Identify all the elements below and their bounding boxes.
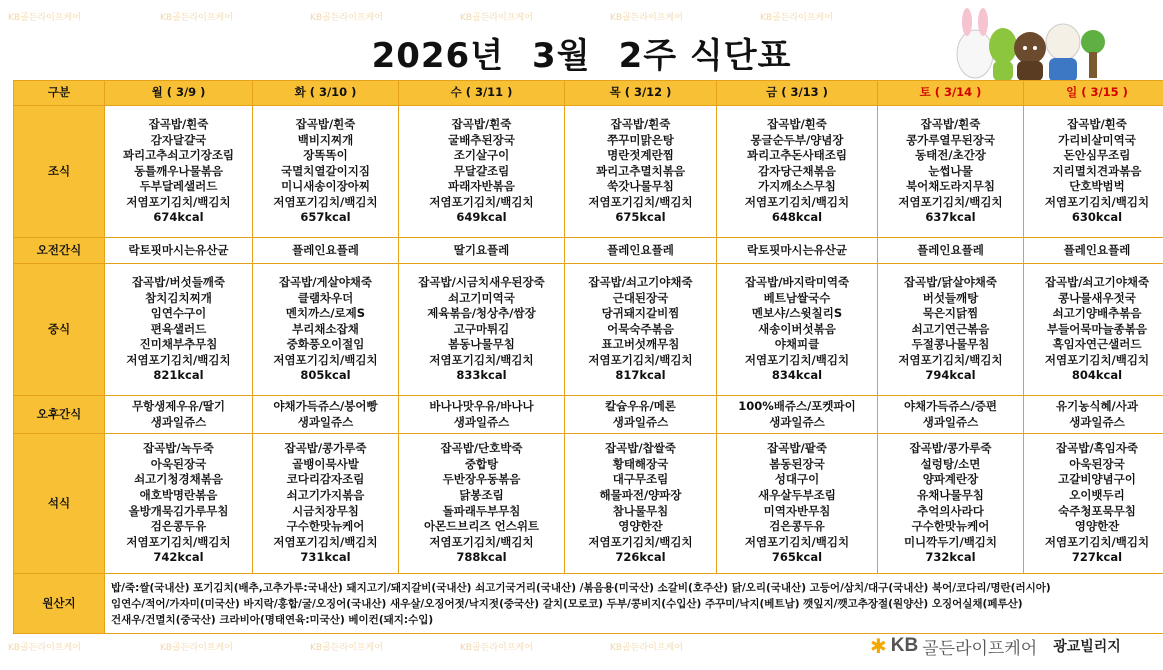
menu-item: 애호박명란볶음 — [139, 487, 218, 502]
menu-item: 675kcal — [615, 210, 666, 225]
menu-cell — [399, 106, 565, 238]
menu-item: 쇠고기연근볶음 — [911, 321, 990, 336]
watermark-text: KB골든라이프케어 — [460, 643, 533, 653]
menu-item: 황태해장국 — [612, 456, 669, 471]
menu-item: 저염포기김치/백김치 — [126, 194, 231, 209]
menu-item: 플레인요플레 — [292, 242, 359, 257]
menu-item: 새송이버섯볶음 — [758, 321, 836, 336]
menu-item: 설렁탕/소면 — [920, 456, 981, 471]
menu-item: 742kcal — [153, 550, 204, 565]
menu-item: 794kcal — [925, 368, 976, 383]
menu-item: 잡곡밥/녹두죽 — [143, 441, 214, 456]
menu-cell — [1024, 264, 1163, 396]
menu-item: 근대된장국 — [612, 290, 669, 305]
menu-item: 두절콩나물무침 — [911, 337, 990, 352]
menu-cell — [105, 396, 253, 434]
menu-item: 딸기요플레 — [453, 242, 510, 257]
menu-item: 저염포기김치/백김치 — [744, 352, 850, 367]
menu-item: 잡곡밥/팥죽 — [767, 441, 827, 456]
origin-line: 밥/죽:쌀(국내산) 포기김치(배추,고추가루:국내산) 돼지고기/돼지갈비(국내산) 쇠고기국거리(국내산) /볶음용(미국산) 소갈비(호주산) 닭/오리(국내산) 고등어/삼치/대구(국내산) 북어/코다리/명란(러시아) — [111, 581, 1051, 594]
menu-cell — [399, 264, 565, 396]
menu-cell — [1024, 238, 1163, 264]
menu-item: 쇠고기미역국 — [448, 290, 515, 305]
menu-item: 두반장우동볶음 — [442, 472, 521, 487]
menu-item: 플레인요플레 — [1063, 242, 1131, 257]
menu-item: 대구무조림 — [612, 472, 669, 487]
meal-label: 조식 — [14, 106, 105, 238]
menu-item: 100%배쥬스/포켓파이 — [738, 398, 856, 413]
menu-item: 동틀깨우나물볶음 — [134, 163, 223, 178]
menu-item: 고구마튀김 — [453, 321, 510, 336]
menu-item: 821kcal — [153, 368, 204, 383]
origin-text — [105, 574, 1163, 634]
menu-item: 검은콩두유 — [769, 519, 825, 534]
menu-item: 834kcal — [771, 368, 823, 383]
menu-item: 콩가루열무된장국 — [906, 132, 995, 147]
header-label: 구분 — [14, 81, 105, 106]
menu-item: 꽈리고추돈사태조림 — [747, 148, 847, 163]
menu-cell — [399, 396, 565, 434]
menu-item: 잡곡밥/흑임자죽 — [1056, 441, 1138, 456]
menu-item: 동태전/초간장 — [915, 148, 986, 163]
meal-label: 중식 — [14, 264, 105, 396]
menu-item: 야채가득쥬스/붕어빵 — [273, 398, 378, 413]
menu-item: 저염포기김치/백김치 — [1044, 534, 1150, 549]
menu-item: 저염포기김치/백김치 — [126, 352, 231, 367]
menu-cell — [1024, 106, 1163, 238]
menu-item: 눈썹나물 — [928, 163, 973, 178]
menu-item: 장똑똑이 — [303, 148, 348, 163]
menu-cell — [105, 106, 253, 238]
menu-item: 참나물무침 — [612, 503, 669, 518]
menu-item: 저염포기김치/백김치 — [126, 534, 231, 549]
menu-item: 저염포기김치/백김치 — [898, 352, 1003, 367]
menu-cell — [565, 106, 717, 238]
menu-item: 저염포기김치/백김치 — [429, 194, 534, 209]
menu-item: 봄동나물무침 — [448, 337, 515, 352]
menu-cell — [105, 264, 253, 396]
menu-item: 굴배추된장국 — [448, 132, 515, 147]
menu-cell — [253, 238, 399, 264]
menu-item: 804kcal — [1071, 368, 1123, 383]
menu-item: 630kcal — [1071, 210, 1123, 225]
watermark-text: KB골든라이프케어 — [160, 13, 233, 23]
menu-item: 657kcal — [300, 210, 351, 225]
menu-item: 두부달레샐러드 — [139, 179, 218, 194]
menu-item: 새우살두부조림 — [758, 487, 836, 502]
header-row — [14, 81, 1163, 106]
menu-item: 저염포기김치/백김치 — [1044, 352, 1150, 367]
menu-row — [14, 238, 1163, 264]
menu-item: 저염포기김치/백김치 — [273, 534, 378, 549]
brand-kb: KB — [890, 635, 919, 656]
menu-item: 미니깍두기/백김치 — [903, 534, 998, 549]
menu-item: 흑임자연근샐러드 — [1052, 337, 1142, 352]
menu-item: 유채나물무침 — [917, 487, 984, 502]
header-day-sun: 일 ( 3/15 ) — [1024, 81, 1163, 106]
menu-item: 가리비살미역국 — [1058, 132, 1136, 147]
menu-item: 저염포기김치/백김치 — [429, 352, 534, 367]
menu-item: 추억의사라다 — [917, 503, 984, 518]
meal-label: 석식 — [14, 434, 105, 574]
menu-item: 시금치장무침 — [292, 503, 359, 518]
menu-item: 닭봉조림 — [459, 487, 504, 502]
menu-item: 아욱된장국 — [150, 456, 207, 471]
menu-cell — [717, 106, 878, 238]
menu-item: 편육샐러드 — [150, 321, 207, 336]
menu-item: 649kcal — [456, 210, 507, 225]
menu-item: 쭈꾸미맑은탕 — [607, 132, 674, 147]
menu-item: 멘치까스/로제S — [285, 306, 366, 321]
watermark-text: KB골든라이프케어 — [8, 643, 81, 653]
menu-item: 잡곡밥/흰죽 — [295, 116, 356, 131]
menu-item: 해물파전/양파장 — [599, 487, 682, 502]
menu-item: 부리채소잡채 — [292, 321, 359, 336]
menu-item: 저염포기김치/백김치 — [588, 534, 693, 549]
menu-item: 생과일쥬스 — [922, 414, 979, 429]
menu-item: 임연수구이 — [150, 306, 207, 321]
menu-cell — [717, 434, 878, 574]
brand-name: 골든라이프케어 — [922, 638, 1038, 658]
menu-item: 저염포기김치/백김치 — [1044, 194, 1150, 209]
menu-item: 잡곡밥/흰죽 — [148, 116, 209, 131]
menu-item: 잡곡밥/흰죽 — [767, 116, 827, 131]
menu-item: 잡곡밥/쇠고기야채죽 — [1044, 274, 1150, 289]
menu-item: 잡곡밥/흰죽 — [451, 116, 512, 131]
menu-item: 쇠고기양배추볶음 — [1052, 306, 1142, 321]
menu-item: 파래자반볶음 — [448, 179, 515, 194]
menu-item: 락토핏마시는유산균 — [747, 242, 847, 257]
menu-item: 저염포기김치/백김치 — [588, 352, 693, 367]
header-day-tue: 화 ( 3/10 ) — [253, 81, 399, 106]
header-day-fri: 금 ( 3/13 ) — [717, 81, 878, 106]
menu-item: 805kcal — [300, 368, 351, 383]
footer-logo — [870, 633, 1121, 659]
origin-line: 건새우/건멸치(중국산) 크라비아(명태연육:미국산) 베이컨(돼지:수입) — [111, 613, 434, 626]
menu-item: 야채가득쥬스/증편 — [903, 398, 998, 413]
menu-item: 올방개묵김가루무침 — [128, 503, 229, 518]
menu-item: 표고버섯깨무침 — [601, 337, 680, 352]
menu-item: 야채피클 — [774, 337, 820, 352]
menu-item: 양파계란장 — [922, 472, 979, 487]
watermark-text: KB골든라이프케어 — [310, 13, 383, 23]
menu-item: 아욱된장국 — [1069, 456, 1125, 471]
menu-item: 칼슘우유/메론 — [605, 398, 676, 413]
meal-label: 오전간식 — [14, 238, 105, 264]
menu-item: 몽글순두부/양념장 — [750, 132, 844, 147]
menu-item: 꽈리고추멸치볶음 — [596, 163, 685, 178]
menu-item: 중합탕 — [464, 456, 499, 471]
menu-cell — [253, 264, 399, 396]
menu-cell — [399, 238, 565, 264]
menu-item: 잡곡밥/흰죽 — [1067, 116, 1127, 131]
menu-item: 꽈리고추쇠고기장조림 — [122, 148, 235, 163]
header-day-sat: 토 ( 3/14 ) — [878, 81, 1024, 106]
menu-item: 바나나맛우유/바나나 — [429, 398, 534, 413]
menu-item: 베트남쌀국수 — [763, 290, 831, 305]
menu-item: 성대구이 — [774, 472, 820, 487]
menu-cell — [565, 238, 717, 264]
menu-item: 멘보샤/스윗칠리S — [751, 306, 843, 321]
menu-item: 저염포기김치/백김치 — [898, 194, 1003, 209]
menu-item: 생과일쥬스 — [769, 414, 825, 429]
menu-item: 돌파래두부무침 — [442, 503, 521, 518]
menu-item: 무달걀조림 — [453, 163, 510, 178]
menu-item: 단호박범벅 — [1069, 179, 1125, 194]
menu-cell — [565, 434, 717, 574]
menu-item: 봄동된장국 — [769, 456, 825, 471]
menu-item: 생과일쥬스 — [297, 414, 354, 429]
menu-item: 버섯들깨탕 — [922, 290, 979, 305]
menu-item: 미니새송이장아찌 — [281, 179, 370, 194]
menu-item: 잡곡밥/콩가루죽 — [284, 441, 367, 456]
menu-item: 묵은지닭찜 — [922, 306, 979, 321]
meal-label: 오후간식 — [14, 396, 105, 434]
title-week: 2주 식단표 — [618, 36, 792, 76]
menu-item: 817kcal — [615, 368, 666, 383]
menu-item: 637kcal — [925, 210, 976, 225]
menu-item: 오이뱃두리 — [1069, 487, 1125, 502]
menu-item: 중화풍오이절임 — [286, 337, 365, 352]
menu-item: 잡곡밥/시금치새우된장죽 — [418, 274, 545, 289]
menu-item: 콩나물새우젓국 — [1058, 290, 1136, 305]
menu-item: 731kcal — [300, 550, 351, 565]
menu-item: 저염포기김치/백김치 — [744, 534, 850, 549]
menu-item: 조기살구이 — [453, 148, 510, 163]
menu-row — [14, 106, 1163, 238]
watermark-text: KB골든라이프케어 — [8, 13, 81, 23]
menu-item: 제육볶음/청상추/쌈장 — [427, 306, 536, 321]
menu-item: 저염포기김치/백김치 — [273, 194, 378, 209]
menu-item: 674kcal — [153, 210, 204, 225]
menu-cell — [1024, 396, 1163, 434]
menu-item: 648kcal — [771, 210, 823, 225]
menu-item: 돈안심무조림 — [1063, 148, 1131, 163]
menu-row — [14, 396, 1163, 434]
menu-item: 생과일쥬스 — [612, 414, 669, 429]
menu-cell — [565, 264, 717, 396]
header-day-mon: 월 ( 3/9 ) — [105, 81, 253, 106]
watermark-text: KB골든라이프케어 — [610, 643, 683, 653]
menu-item: 명란젓계란찜 — [607, 148, 674, 163]
menu-item: 진미채부추무침 — [139, 337, 218, 352]
menu-item: 잡곡밥/닭살야채죽 — [903, 274, 998, 289]
menu-item: 구수한맛뉴케어 — [286, 519, 365, 534]
title-year: 2026년 — [371, 36, 505, 76]
menu-item: 잡곡밥/콩가루죽 — [909, 441, 992, 456]
menu-item: 코다리감자조림 — [286, 472, 365, 487]
menu-item: 잡곡밥/흰죽 — [610, 116, 671, 131]
menu-item: 732kcal — [925, 550, 976, 565]
menu-cell — [878, 396, 1024, 434]
watermark-text: KB골든라이프케어 — [310, 643, 383, 653]
menu-cell — [717, 396, 878, 434]
menu-item: 788kcal — [456, 550, 507, 565]
menu-item: 구수한맛뉴케어 — [911, 519, 990, 534]
menu-row — [14, 264, 1163, 396]
kb-star-icon: ✱ — [870, 635, 887, 658]
menu-item: 저염포기김치/백김치 — [588, 194, 693, 209]
menu-cell — [253, 106, 399, 238]
menu-item: 아몬드브리즈 언스위트 — [423, 519, 540, 534]
menu-item: 무항생제우유/딸기 — [131, 398, 226, 413]
menu-cell — [1024, 434, 1163, 574]
watermark-text: KB골든라이프케어 — [160, 643, 233, 653]
menu-item: 락토핏마시는유산균 — [128, 242, 229, 257]
menu-cell — [253, 434, 399, 574]
menu-item: 저염포기김치/백김치 — [744, 194, 850, 209]
header-day-wed: 수 ( 3/11 ) — [399, 81, 565, 106]
origin-label: 원산지 — [14, 574, 105, 634]
menu-item: 잡곡밥/바지락미역죽 — [744, 274, 850, 289]
watermark-text: KB골든라이프케어 — [460, 13, 533, 23]
menu-item: 참치김치찌개 — [145, 290, 212, 305]
menu-item: 검은콩두유 — [150, 519, 207, 534]
menu-item: 생과일쥬스 — [150, 414, 207, 429]
menu-item: 북어채도라지무침 — [906, 179, 995, 194]
menu-item: 당귀돼지갈비찜 — [601, 306, 680, 321]
menu-item: 숙주청포묵무침 — [1058, 503, 1136, 518]
menu-item: 고갈비양념구이 — [1058, 472, 1136, 487]
menu-item: 잡곡밥/버섯들깨죽 — [131, 274, 226, 289]
menu-item: 골뱅이묵사발 — [292, 456, 359, 471]
menu-cell — [878, 264, 1024, 396]
menu-item: 가지깨소스무침 — [758, 179, 836, 194]
menu-cell — [399, 434, 565, 574]
menu-item: 감자달걀국 — [150, 132, 207, 147]
menu-cell — [717, 238, 878, 264]
menu-item: 어묵숙주볶음 — [607, 321, 674, 336]
menu-item: 백비지찌개 — [297, 132, 354, 147]
menu-item: 플레인요플레 — [917, 242, 984, 257]
menu-item: 클램차우더 — [297, 290, 354, 305]
title-month: 3월 — [532, 36, 591, 76]
menu-item: 쑥갓나물무침 — [607, 179, 674, 194]
origin-line: 임연수/적어/가자미(미국산) 바지락/홍합/굴/오징어(국내산) 새우살/오징어젓/낙지젓(중국산) 갈치(모로코) 두부/콩비지(수입산) 주꾸미/낙지(베트남) 깻잎지/깻고추장절(원양산) 오징어실채(페루산) — [111, 597, 1023, 610]
mascot-illustration — [945, 6, 1110, 84]
menu-item: 쇠고기가지볶음 — [286, 487, 365, 502]
menu-item: 잡곡밥/쇠고기야채죽 — [588, 274, 693, 289]
menu-item: 727kcal — [1071, 550, 1123, 565]
watermark-text: KB골든라이프케어 — [610, 13, 683, 23]
menu-cell — [105, 434, 253, 574]
menu-item: 플레인요플레 — [607, 242, 674, 257]
menu-item: 감자당근채볶음 — [758, 163, 836, 178]
menu-item: 영양한잔 — [1074, 519, 1120, 534]
menu-cell — [878, 106, 1024, 238]
menu-cell — [717, 264, 878, 396]
menu-item: 저염포기김치/백김치 — [429, 534, 534, 549]
menu-cell — [105, 238, 253, 264]
menu-item: 미역자반무침 — [763, 503, 831, 518]
menu-row — [14, 434, 1163, 574]
menu-item: 생과일쥬스 — [1069, 414, 1125, 429]
menu-item: 833kcal — [456, 368, 507, 383]
branch-name: 광교빌리지 — [1053, 638, 1121, 654]
menu-table — [13, 80, 1163, 634]
menu-item: 국멸치열갈이지짐 — [281, 163, 370, 178]
menu-item: 잡곡밥/단호박죽 — [440, 441, 523, 456]
menu-item: 유기농식혜/사과 — [1056, 398, 1138, 413]
menu-item: 잡곡밥/찹쌀죽 — [605, 441, 676, 456]
menu-item: 잡곡밥/게살야채죽 — [278, 274, 373, 289]
menu-cell — [565, 396, 717, 434]
menu-item: 저염포기김치/백김치 — [273, 352, 378, 367]
menu-item: 생과일쥬스 — [453, 414, 510, 429]
menu-cell — [878, 238, 1024, 264]
menu-item: 잡곡밥/흰죽 — [920, 116, 981, 131]
menu-item: 쇠고기청경채볶음 — [134, 472, 223, 487]
header-day-thu: 목 ( 3/12 ) — [565, 81, 717, 106]
menu-item: 지리멸치견과볶음 — [1052, 163, 1142, 178]
menu-item: 726kcal — [615, 550, 666, 565]
menu-item: 영양한잔 — [618, 519, 663, 534]
menu-item: 765kcal — [771, 550, 823, 565]
menu-cell — [878, 434, 1024, 574]
menu-cell — [253, 396, 399, 434]
watermark-text: KB골든라이프케어 — [760, 13, 833, 23]
menu-item: 부들어묵마늘종볶음 — [1047, 321, 1147, 336]
origin-row — [14, 574, 1163, 634]
